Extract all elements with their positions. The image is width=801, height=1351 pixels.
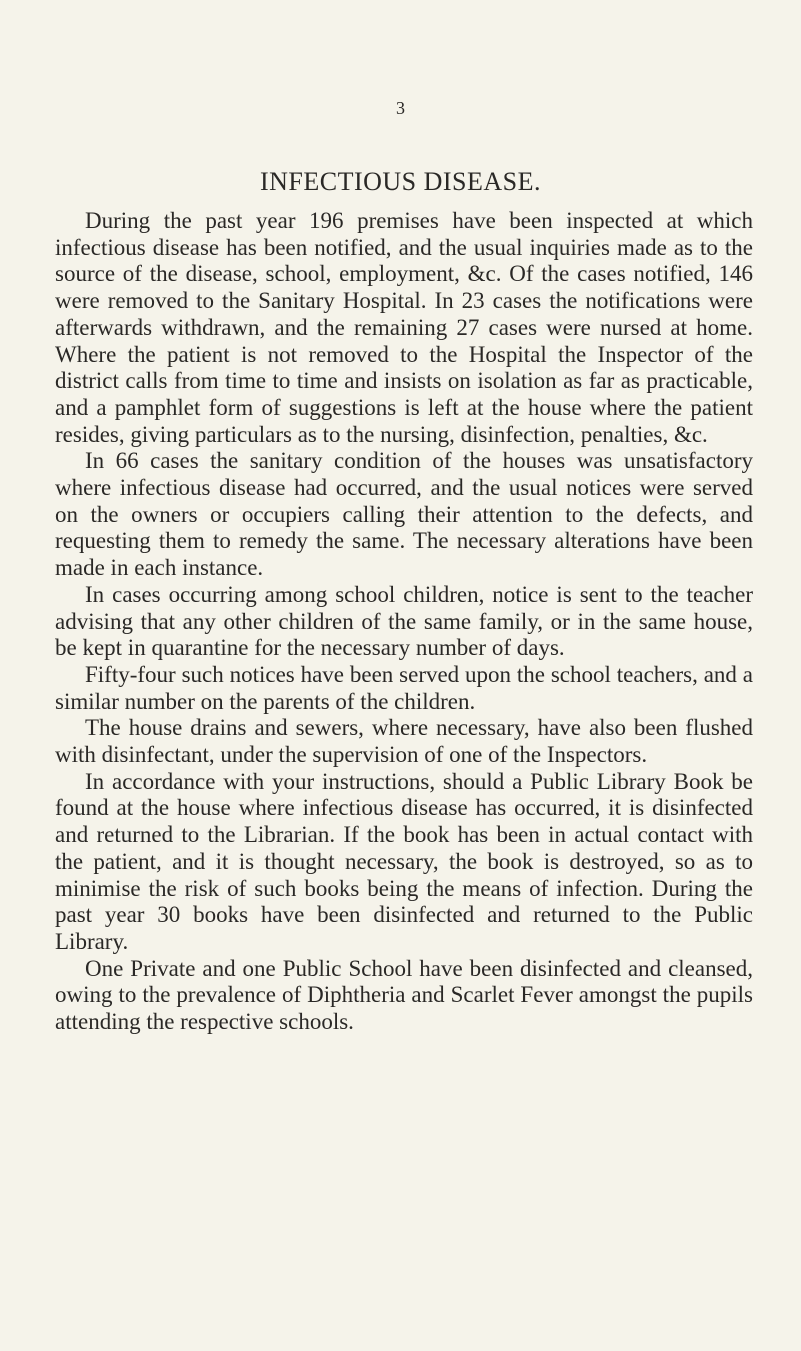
paragraph-inspections: During the past year 196 premises have been inspected at which infectious disease has been notified, and the usual inquiries made as to the source of the disease, school, employment, &c. Of the cases notified, 146 were removed to the Sanitary Hospital. In 23 cases the notifications were afterwards withdrawn, and the remaining 27 cases were nursed at home. Where the patient is not removed to the Hospital the Inspector of the district calls from time to time and insists on isolation as far as practicable, and a pamphlet form of suggestions is left at the house where the patient resides, giving particulars as to the nursing, disinfection, penalties, &c. [55, 208, 753, 447]
paragraph-drains: The house drains and sewers, where necessary, have also been flushed with disinfectant, under the supervision of one of the Inspectors. [55, 715, 753, 768]
page-title: INFECTIOUS DISEASE. [259, 167, 542, 196]
paragraph-sanitary-condition: In 66 cases the sanitary condition of the houses was unsatisfactory where infectious disease had occurred, and the usual notices were served on the owners or occupiers calling their attention to the defects, and requesting them to remedy the same. The necessary alterations have been made in each instance. [55, 448, 753, 581]
page-number: 3 [396, 98, 405, 118]
paragraph-school-children: In cases occurring among school children, notice is sent to the teacher advising that any other children of the same family, or in the same house, be kept in quarantine for the necessary number of days. [55, 581, 753, 661]
paragraph-notices-served: Fifty-four such notices have been served upon the school teachers, and a similar number on the parents of the children. [55, 661, 753, 714]
paragraph-schools-disinfected: One Private and one Public School have been disinfected and cleansed, owing to the prevalence of Diphtheria and Scarlet Fever amongst the pupils attending the respective schools. [55, 955, 753, 1035]
body-text [55, 208, 753, 1036]
paragraph-library-books: In accordance with your instructions, should a Public Library Book be found at the house where infectious disease has occurred, it is disinfected and returned to the Librarian. If the book has been in actual contact with the patient, and it is thought necessary, the book is destroyed, so as to minimise the risk of such books being the means of infection. During the past year 30 books have been disinfected and returned to the Public Library. [55, 768, 753, 954]
